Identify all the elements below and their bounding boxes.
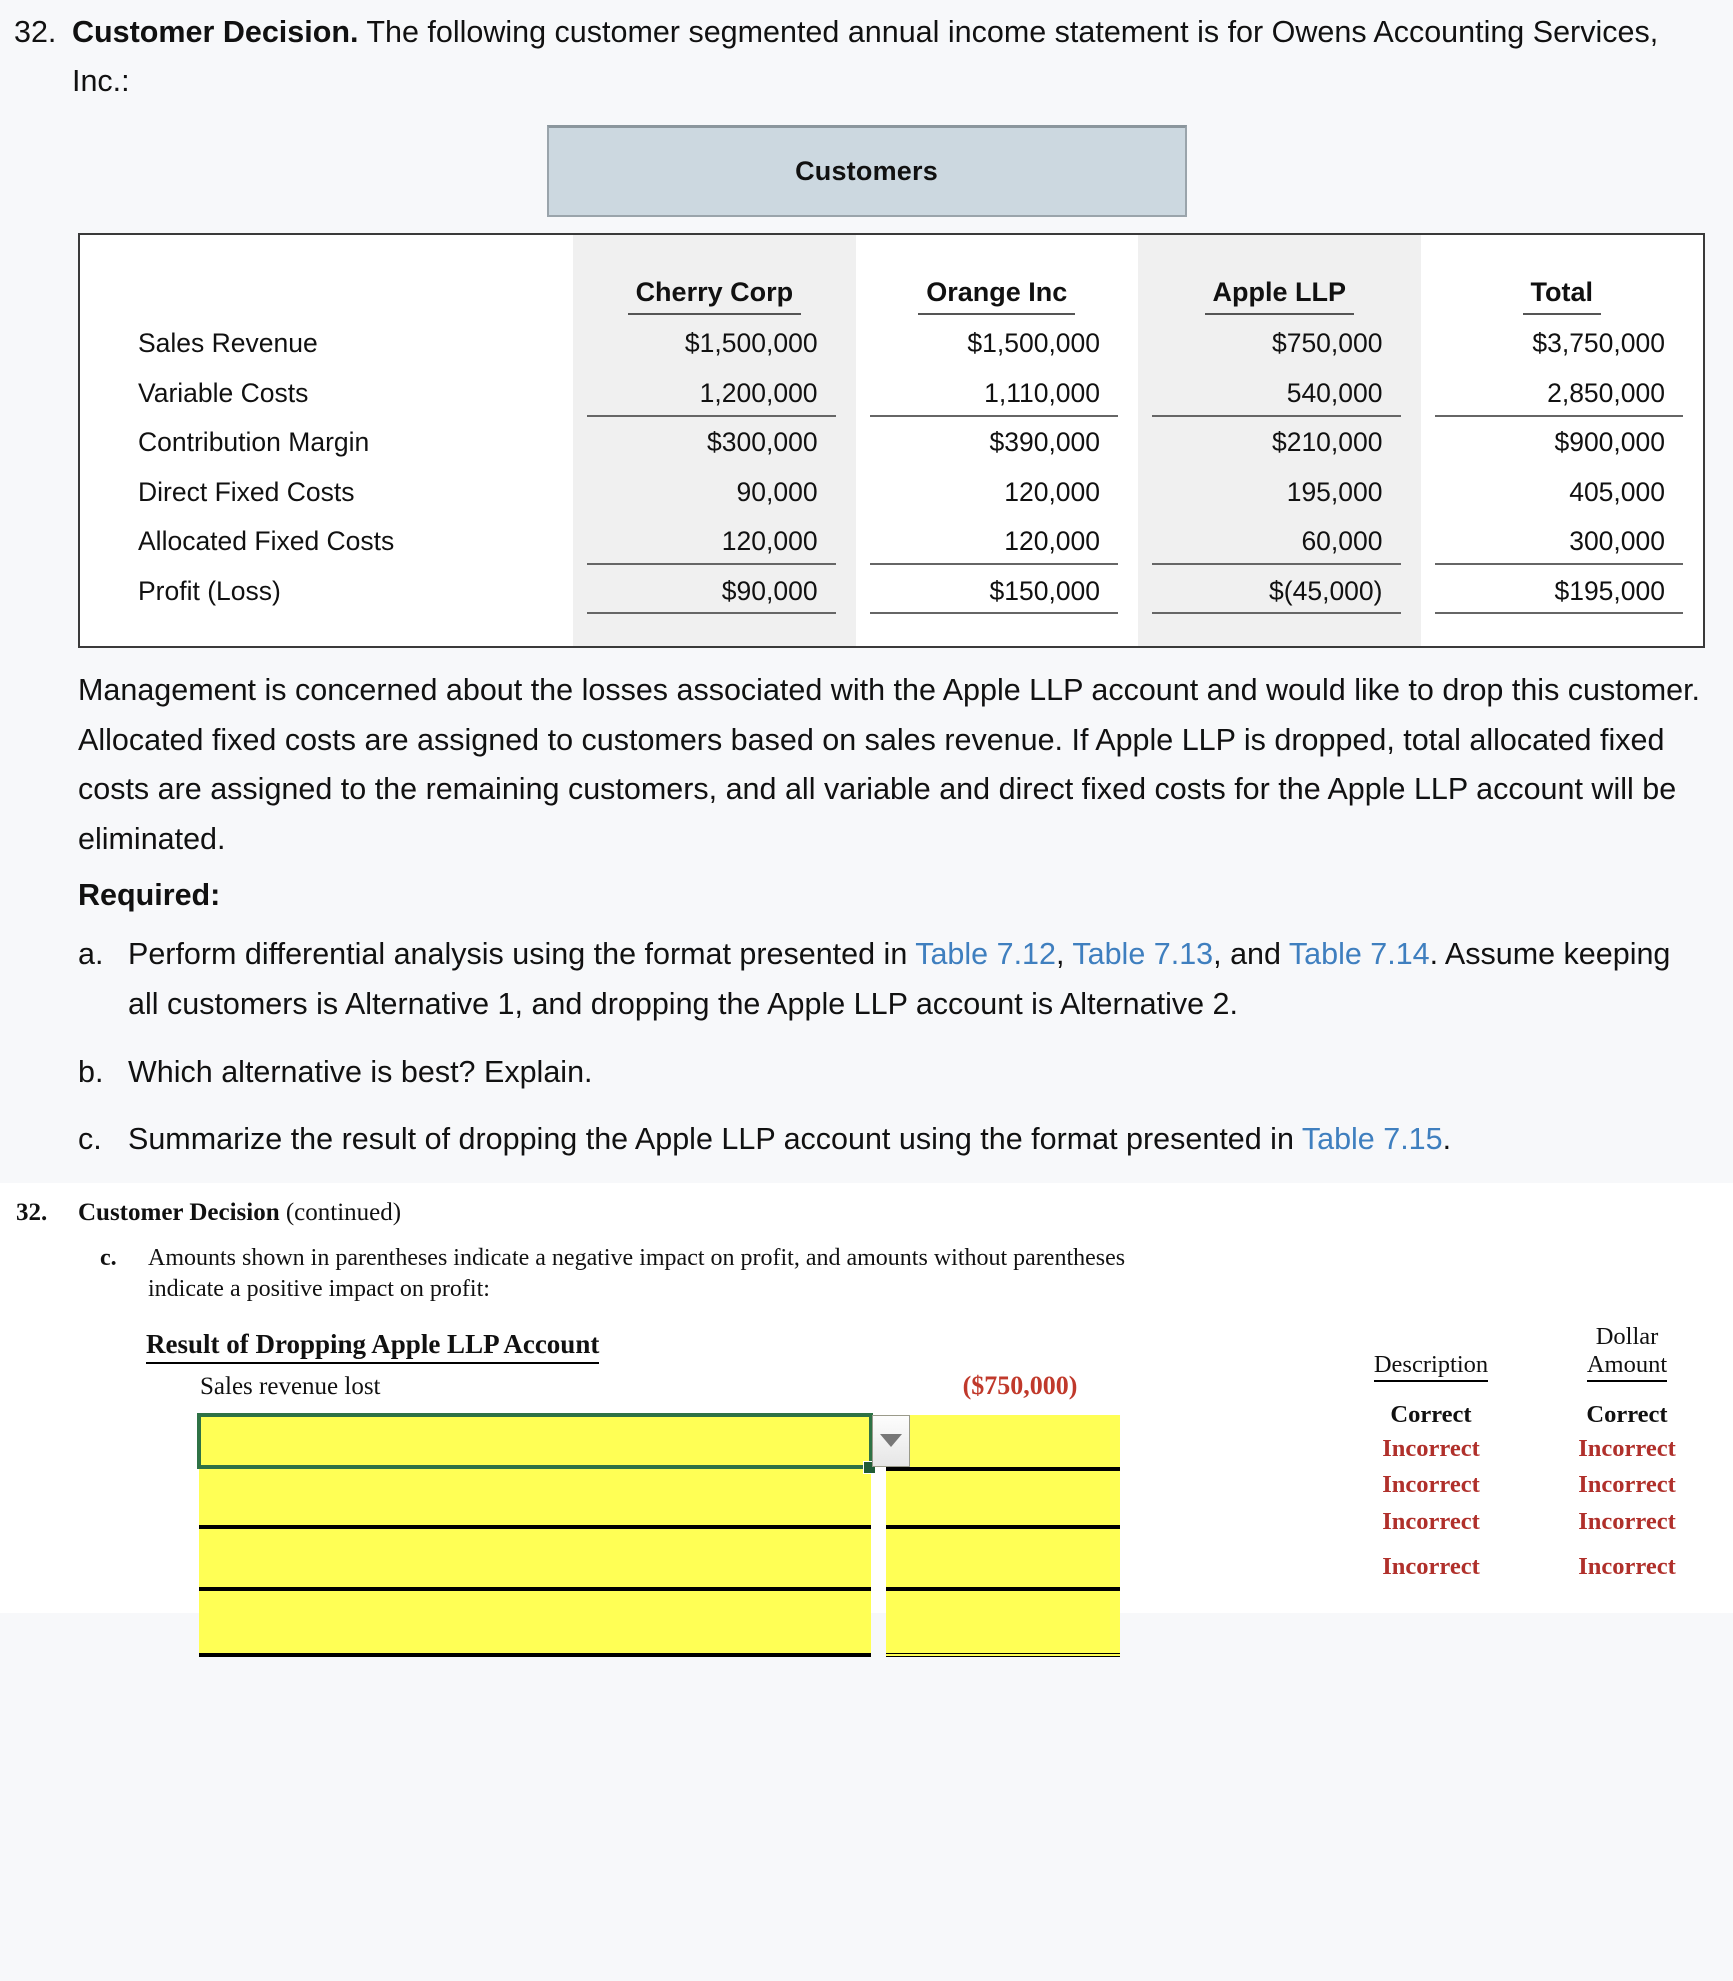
grading-header-description-text: Description xyxy=(1374,1351,1488,1382)
table-row xyxy=(80,319,1703,369)
amount-input-column xyxy=(886,1415,1120,1657)
table-row xyxy=(80,566,1703,616)
question-intro: The following customer segmented annual income statement is for Owens Accounting Services, Inc.: xyxy=(72,15,1659,99)
cell-allocated-fixed-costs-cherry: 120,000 xyxy=(573,517,855,567)
chevron-down-glyph xyxy=(880,1434,902,1447)
description-input-2[interactable] xyxy=(199,1471,871,1529)
cell-variable-costs-total: 2,850,000 xyxy=(1421,368,1704,418)
cell-contribution-margin-orange: $390,000 xyxy=(989,427,1101,458)
row-label-allocated-fixed-costs: Allocated Fixed Costs xyxy=(138,526,395,557)
cell-variable-costs-orange: 1,110,000 xyxy=(856,368,1138,418)
req-a-post: . Assume keeping all customers is Alternative 1, and dropping the Apple LLP account is Alternative 2. xyxy=(128,937,1671,1022)
grading-amt-5: Incorrect xyxy=(1578,1552,1676,1580)
grading-amt-3: Incorrect xyxy=(1578,1470,1676,1498)
cell-profit-loss-cherry: $90,000 xyxy=(573,566,855,616)
link-table-7-12[interactable]: Table 7.12 xyxy=(915,937,1056,972)
problem-paragraph: Management is concerned about the losses associated with the Apple LLP account and would like to drop this customer. Allocated fixed costs are assigned to customers based on sales revenue. If Apple LLP is dropped, total allocated fixed costs are assigned to the remaining customers, and all variable and direct fixed costs for the Apple LLP account will be eliminated. xyxy=(78,672,1701,856)
link-table-7-14[interactable]: Table 7.14 xyxy=(1288,937,1430,972)
continued-section xyxy=(0,1183,1733,1612)
cell-sales-revenue-total: $3,750,000 xyxy=(1532,328,1665,359)
column-header-total: Total xyxy=(1421,235,1704,319)
column-header-orange-inc: Orange Inc xyxy=(856,235,1138,319)
continued-part-c xyxy=(0,1243,1733,1304)
table-row xyxy=(80,368,1703,418)
amount-input-2[interactable] xyxy=(886,1471,1120,1529)
continued-heading xyxy=(0,1199,1733,1227)
cell-contribution-margin-cherry: $300,000 xyxy=(573,418,855,468)
grading-row xyxy=(1333,1508,1733,1553)
required-item-a-text xyxy=(128,930,1703,1029)
amount-input-3[interactable] xyxy=(886,1529,1120,1591)
worksheet-area xyxy=(0,1323,1733,1613)
table-row xyxy=(80,467,1703,517)
cell-sales-revenue-orange: $1,500,000 xyxy=(967,328,1101,359)
question-heading xyxy=(0,0,1733,107)
grading-amt-4: Incorrect xyxy=(1578,1507,1676,1535)
grading-header-row xyxy=(1333,1323,1733,1382)
required-item-c-marker: c. xyxy=(78,1122,102,1157)
row-label-variable-costs: Variable Costs xyxy=(138,377,309,408)
cell-direct-fixed-costs-cherry: 90,000 xyxy=(573,467,855,517)
grading-desc-2: Incorrect xyxy=(1382,1434,1480,1462)
worksheet-first-row-label: Sales revenue lost xyxy=(200,1372,381,1400)
required-item-b-text: Which alternative is best? Explain. xyxy=(128,1054,593,1089)
required-item-b-marker: b. xyxy=(78,1054,104,1089)
continued-number: 32. xyxy=(16,1199,48,1227)
continued-part-text: Amounts shown in parentheses indicate a negative impact on profit, and amounts without parentheses indicate a positive impact on profit: xyxy=(148,1245,1126,1302)
grading-row xyxy=(1333,1401,1733,1435)
cell-contribution-margin-apple: $210,000 xyxy=(1138,418,1420,468)
grading-header-amount xyxy=(1529,1323,1725,1382)
req-a-pre: Perform differential analysis using the format presented in xyxy=(128,937,916,972)
required-item-c xyxy=(78,1115,1703,1165)
amount-input-4[interactable] xyxy=(886,1591,1120,1657)
req-a-mid1: , xyxy=(1055,937,1073,972)
table-row xyxy=(80,517,1703,567)
required-item-a-marker: a. xyxy=(78,937,104,972)
grading-header-amount-line2: Amount xyxy=(1587,1351,1667,1382)
req-a-mid2: , and xyxy=(1213,937,1289,972)
link-table-7-15[interactable]: Table 7.15 xyxy=(1301,1122,1443,1157)
row-label-sales-revenue: Sales Revenue xyxy=(138,328,318,359)
required-item-c-text xyxy=(128,1115,1703,1165)
description-input-3[interactable] xyxy=(199,1529,871,1591)
segmented-income-statement xyxy=(78,233,1705,648)
grading-desc-1: Correct xyxy=(1390,1400,1472,1428)
column-header-apple-llp: Apple LLP xyxy=(1138,235,1420,319)
continued-part-marker: c. xyxy=(100,1245,117,1272)
continued-suffix: (continued) xyxy=(279,1199,402,1227)
link-table-7-13[interactable]: Table 7.13 xyxy=(1072,937,1214,972)
req-c-post: . xyxy=(1442,1122,1452,1157)
cell-profit-loss-orange: $150,000 xyxy=(856,566,1138,616)
cell-allocated-fixed-costs-apple: 60,000 xyxy=(1138,517,1420,567)
grading-rows xyxy=(1333,1401,1733,1589)
amount-input-1[interactable] xyxy=(886,1415,1120,1471)
cell-profit-loss-apple: $(45,000) xyxy=(1138,566,1420,616)
required-items-list xyxy=(78,930,1703,1165)
grading-desc-4: Incorrect xyxy=(1382,1507,1480,1535)
row-label-direct-fixed-costs: Direct Fixed Costs xyxy=(138,476,355,507)
cell-direct-fixed-costs-apple: 195,000 xyxy=(1138,467,1420,517)
cell-allocated-fixed-costs-orange: 120,000 xyxy=(856,517,1138,567)
cell-sales-revenue-cherry: $1,500,000 xyxy=(573,319,855,369)
customers-group-header: Customers xyxy=(547,125,1187,217)
table-row xyxy=(80,418,1703,468)
grading-desc-3: Incorrect xyxy=(1382,1470,1480,1498)
required-heading: Required: xyxy=(78,877,221,912)
description-input-1[interactable] xyxy=(199,1415,871,1471)
grading-desc-5: Incorrect xyxy=(1382,1552,1480,1580)
continued-title-text: Customer Decision xyxy=(78,1199,280,1227)
req-c-pre: Summarize the result of dropping the Apple LLP account using the format presented in xyxy=(128,1122,1302,1157)
cell-direct-fixed-costs-total: 405,000 xyxy=(1569,476,1665,507)
description-input-4[interactable] xyxy=(199,1591,871,1657)
grading-header-amount-line1: Dollar xyxy=(1595,1322,1659,1350)
grading-row xyxy=(1333,1553,1733,1589)
row-label-contribution-margin: Contribution Margin xyxy=(138,427,370,458)
cell-sales-revenue-apple: $750,000 xyxy=(1138,319,1420,369)
cell-allocated-fixed-costs-total: 300,000 xyxy=(1421,517,1704,567)
required-item-a xyxy=(78,930,1703,1029)
column-header-cherry-corp: Cherry Corp xyxy=(573,235,855,319)
row-label-profit-loss: Profit (Loss) xyxy=(138,575,281,606)
grading-row xyxy=(1333,1435,1733,1471)
worksheet-title: Result of Dropping Apple LLP Account xyxy=(146,1329,599,1364)
question-number: 32. xyxy=(14,15,57,49)
worksheet-first-row-amount: ($750,000) xyxy=(962,1370,1078,1400)
grading-amt-1: Correct xyxy=(1586,1400,1668,1428)
cell-direct-fixed-costs-orange: 120,000 xyxy=(1004,476,1101,507)
cell-variable-costs-cherry: 1,200,000 xyxy=(573,368,855,418)
grading-header-description xyxy=(1333,1323,1529,1382)
statement-table xyxy=(80,235,1703,646)
cell-contribution-margin-total: $900,000 xyxy=(1554,427,1665,458)
chevron-down-icon[interactable] xyxy=(872,1415,910,1467)
question-title: Customer Decision. xyxy=(72,15,359,49)
table-bottom-spacer xyxy=(80,616,1703,646)
continued-title xyxy=(78,1199,401,1227)
grading-amt-2: Incorrect xyxy=(1578,1434,1676,1462)
cell-variable-costs-apple: 540,000 xyxy=(1138,368,1420,418)
description-input-column xyxy=(199,1415,871,1657)
customers-header-wrap xyxy=(0,125,1733,217)
empty-corner-cell xyxy=(80,235,573,319)
statement-header-row xyxy=(80,235,1703,319)
cell-profit-loss-total: $195,000 xyxy=(1421,566,1704,616)
question-text xyxy=(72,8,1703,107)
required-item-b xyxy=(78,1048,1703,1098)
grading-row xyxy=(1333,1471,1733,1508)
